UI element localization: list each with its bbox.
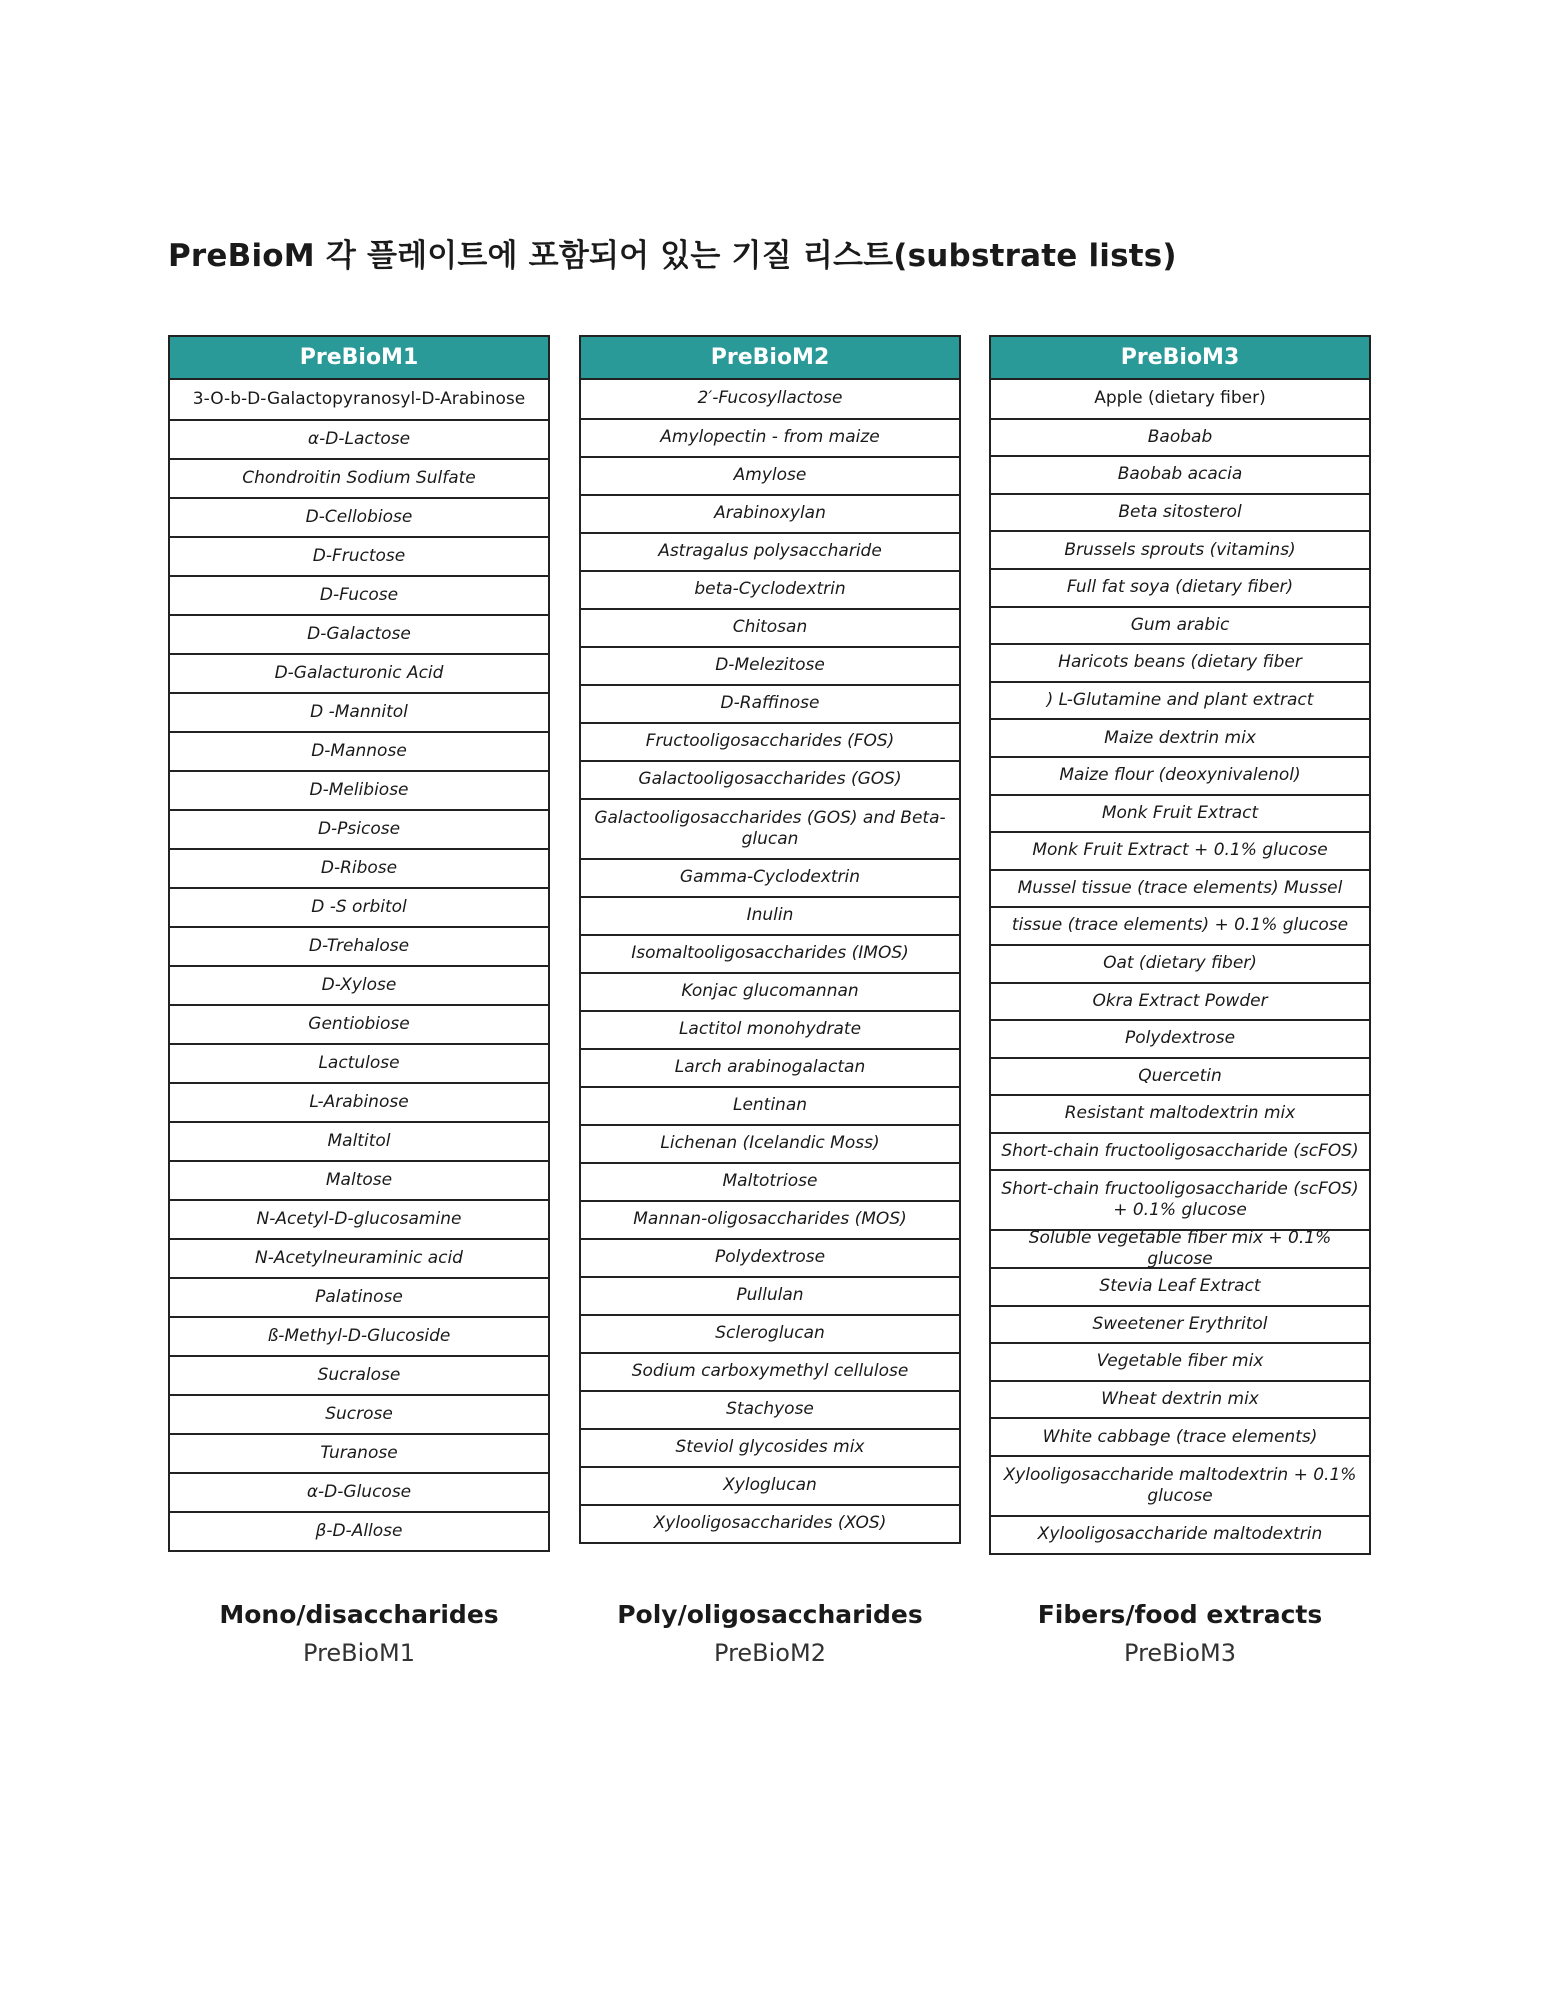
table-row: D-Fucose: [170, 575, 548, 614]
table-row: Short-chain fructooligosaccharide (scFOS) + 0.1% glucose: [991, 1169, 1369, 1229]
table-row: Sucrose: [170, 1394, 548, 1433]
plate-table-3: [989, 335, 1371, 1555]
table-row: Haricots beans (dietary fiber: [991, 643, 1369, 681]
table-row: Chitosan: [581, 608, 959, 646]
plate-header: PreBioM3: [991, 337, 1369, 380]
table-row: β-D-Allose: [170, 1511, 548, 1550]
table-row: Vegetable fiber mix: [991, 1342, 1369, 1380]
caption-title: Mono/disaccharides: [219, 1600, 499, 1629]
table-row: Konjac glucomannan: [581, 972, 959, 1010]
table-row: Maize flour (deoxynivalenol): [991, 756, 1369, 794]
page-title: PreBioM 각 플레이트에 포함되어 있는 기질 리스트(substrate lists): [168, 238, 1177, 274]
table-row: D-Galacturonic Acid: [170, 653, 548, 692]
plate-header: PreBioM2: [581, 337, 959, 380]
table-row: Okra Extract Powder: [991, 982, 1369, 1020]
plate-body: [581, 380, 959, 1542]
table-row: Xylooligosaccharides (XOS): [581, 1504, 959, 1542]
table-row: Xylooligosaccharide maltodextrin: [991, 1515, 1369, 1553]
caption-plate-3: [989, 1600, 1371, 1667]
table-row: α-D-Glucose: [170, 1472, 548, 1511]
table-row: Chondroitin Sodium Sulfate: [170, 458, 548, 497]
table-row: Gamma-Cyclodextrin: [581, 858, 959, 896]
table-row: D-Psicose: [170, 809, 548, 848]
table-row: Lactitol monohydrate: [581, 1010, 959, 1048]
table-row: ß-Methyl-D-Glucoside: [170, 1316, 548, 1355]
table-row: D -S orbitol: [170, 887, 548, 926]
table-row: Steviol glycosides mix: [581, 1428, 959, 1466]
plate-table-2: [579, 335, 961, 1544]
table-row: Fructooligosaccharides (FOS): [581, 722, 959, 760]
table-row: Polydextrose: [581, 1238, 959, 1276]
table-row: Amylose: [581, 456, 959, 494]
table-row: Oat (dietary fiber): [991, 944, 1369, 982]
table-row: Maltose: [170, 1160, 548, 1199]
table-row: D-Galactose: [170, 614, 548, 653]
table-row: Short-chain fructooligosaccharide (scFOS): [991, 1132, 1369, 1170]
table-row: Monk Fruit Extract: [991, 794, 1369, 832]
table-row: Stevia Leaf Extract: [991, 1267, 1369, 1305]
table-row: Pullulan: [581, 1276, 959, 1314]
table-row: Larch arabinogalactan: [581, 1048, 959, 1086]
table-row: Mussel tissue (trace elements) Mussel: [991, 869, 1369, 907]
table-row: L-Arabinose: [170, 1082, 548, 1121]
table-row: Scleroglucan: [581, 1314, 959, 1352]
table-row: Baobab: [991, 418, 1369, 456]
table-row: D-Fructose: [170, 536, 548, 575]
plate-column-2: [579, 335, 961, 1544]
table-row: Resistant maltodextrin mix: [991, 1094, 1369, 1132]
table-row: Soluble vegetable fiber mix + 0.1% glucose: [991, 1229, 1369, 1267]
table-row: D -Mannitol: [170, 692, 548, 731]
table-row: D-Melezitose: [581, 646, 959, 684]
table-row: White cabbage (trace elements): [991, 1417, 1369, 1455]
table-row: Maltotriose: [581, 1162, 959, 1200]
table-row: ) L-Glutamine and plant extract: [991, 681, 1369, 719]
table-row: N-Acetylneuraminic acid: [170, 1238, 548, 1277]
table-row: Galactooligosaccharides (GOS) and Beta-glucan: [581, 798, 959, 858]
caption-subtitle: PreBioM2: [714, 1639, 826, 1667]
plate-table-1: [168, 335, 550, 1552]
table-row: beta-Cyclodextrin: [581, 570, 959, 608]
caption-title: Poly/oligosaccharides: [617, 1600, 923, 1629]
table-row: Turanose: [170, 1433, 548, 1472]
table-row: D-Cellobiose: [170, 497, 548, 536]
table-row: Beta sitosterol: [991, 493, 1369, 531]
table-row: Galactooligosaccharides (GOS): [581, 760, 959, 798]
table-row: Sucralose: [170, 1355, 548, 1394]
table-row: Astragalus polysaccharide: [581, 532, 959, 570]
caption-subtitle: PreBioM1: [303, 1639, 415, 1667]
table-row: Inulin: [581, 896, 959, 934]
table-row: Arabinoxylan: [581, 494, 959, 532]
table-row: Brussels sprouts (vitamins): [991, 530, 1369, 568]
table-row: Sodium carboxymethyl cellulose: [581, 1352, 959, 1390]
table-row: Amylopectin - from maize: [581, 418, 959, 456]
table-row: Mannan-oligosaccharides (MOS): [581, 1200, 959, 1238]
table-row: Polydextrose: [991, 1019, 1369, 1057]
plate-body: [991, 380, 1369, 1553]
caption-plate-2: [579, 1600, 961, 1667]
table-row: D-Xylose: [170, 965, 548, 1004]
table-row: Full fat soya (dietary fiber): [991, 568, 1369, 606]
table-row: Lactulose: [170, 1043, 548, 1082]
plate-body: [170, 380, 548, 1550]
table-row: Baobab acacia: [991, 455, 1369, 493]
table-row: Quercetin: [991, 1057, 1369, 1095]
table-row: Maltitol: [170, 1121, 548, 1160]
table-row: Xyloglucan: [581, 1466, 959, 1504]
table-row: Sweetener Erythritol: [991, 1305, 1369, 1343]
table-row: Palatinose: [170, 1277, 548, 1316]
caption-title: Fibers/food extracts: [1037, 1600, 1323, 1629]
table-row: Lichenan (Icelandic Moss): [581, 1124, 959, 1162]
table-row: tissue (trace elements) + 0.1% glucose: [991, 906, 1369, 944]
table-row: D-Melibiose: [170, 770, 548, 809]
table-row: Gum arabic: [991, 606, 1369, 644]
table-row: N-Acetyl-D-glucosamine: [170, 1199, 548, 1238]
table-row: Apple (dietary fiber): [1094, 388, 1266, 409]
table-row: Lentinan: [581, 1086, 959, 1124]
plate-column-3: [989, 335, 1371, 1555]
table-row: Xylooligosaccharide maltodextrin + 0.1% glucose: [991, 1455, 1369, 1515]
table-row: D-Ribose: [170, 848, 548, 887]
caption-subtitle: PreBioM3: [1124, 1639, 1236, 1667]
table-row: D-Trehalose: [170, 926, 548, 965]
table-row: Wheat dextrin mix: [991, 1380, 1369, 1418]
table-row: 3-O-b-D-Galactopyranosyl-D-Arabinose: [192, 388, 526, 409]
table-row: α-D-Lactose: [170, 419, 548, 458]
table-row: Gentiobiose: [170, 1004, 548, 1043]
table-row: D-Mannose: [170, 731, 548, 770]
table-row: Isomaltooligosaccharides (IMOS): [581, 934, 959, 972]
table-row: D-Raffinose: [581, 684, 959, 722]
table-row: Monk Fruit Extract + 0.1% glucose: [991, 831, 1369, 869]
table-row: 2′-Fucosyllactose: [697, 388, 843, 409]
plate-header: PreBioM1: [170, 337, 548, 380]
table-row: Maize dextrin mix: [991, 718, 1369, 756]
table-row: Stachyose: [581, 1390, 959, 1428]
plate-column-1: [168, 335, 550, 1552]
caption-plate-1: [168, 1600, 550, 1667]
